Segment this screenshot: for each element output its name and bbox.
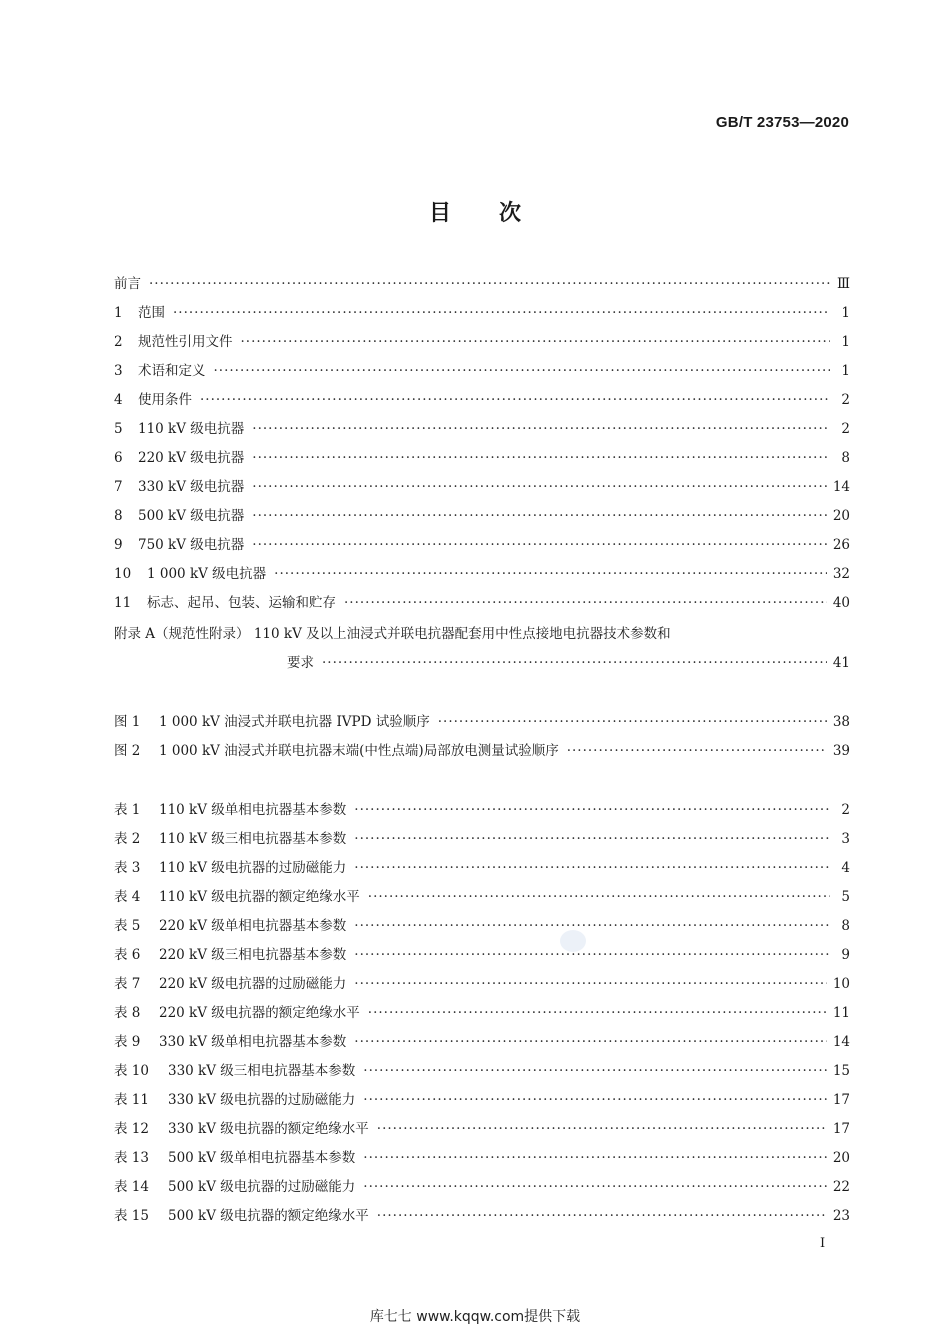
toc-entry-page: 3 — [841, 831, 850, 847]
toc-entry-chapter[interactable] — [114, 444, 850, 473]
leader-dots — [377, 1115, 827, 1144]
toc-entry-chapter[interactable] — [114, 473, 850, 502]
toc-entry-number: 表 1 — [114, 802, 141, 818]
toc-entry-number: 表 7 — [114, 976, 141, 992]
toc-entry-foreword[interactable] — [114, 270, 850, 299]
toc-entry-page: 14 — [832, 1034, 850, 1050]
leader-dots — [377, 1202, 827, 1231]
toc-entry-title: 范围 — [138, 305, 165, 321]
toc-entry-table[interactable] — [114, 1086, 850, 1115]
download-footer: 库七七 www.kqqw.com提供下载 — [369, 1309, 581, 1325]
toc-entry-number: 表 9 — [114, 1034, 141, 1050]
toc-entry-title: 500 kV 级电抗器 — [138, 508, 245, 524]
leader-dots — [214, 357, 831, 386]
leader-dots — [354, 854, 830, 883]
toc-entry-chapter[interactable] — [114, 560, 850, 589]
leader-dots — [354, 970, 827, 999]
page-number: I — [820, 1236, 826, 1251]
toc-entry-page: 20 — [832, 1150, 850, 1166]
toc-entry-page: 8 — [841, 450, 850, 466]
toc-entry-page: 2 — [841, 392, 850, 408]
toc-entry-page: 23 — [832, 1208, 850, 1224]
toc-entry-title: 1 000 kV 油浸式并联电抗器 IVPD 试验顺序 — [159, 714, 430, 730]
leader-dots — [322, 649, 827, 678]
toc-entry-title: 500 kV 级单相电抗器基本参数 — [168, 1150, 356, 1166]
toc-entry-title: 规范性引用文件 — [138, 334, 233, 350]
leader-dots — [354, 796, 830, 825]
toc-entry-number: 表 3 — [114, 860, 141, 876]
toc-entry-number: 7 — [114, 479, 123, 495]
toc-entry-number: 表 10 — [114, 1063, 149, 1079]
toc-entry-title: 330 kV 级单相电抗器基本参数 — [159, 1034, 347, 1050]
toc-entry-chapter[interactable] — [114, 589, 850, 618]
toc-entry-page: 4 — [841, 860, 850, 876]
toc-entry-title: 220 kV 级电抗器的过励磁能力 — [159, 976, 347, 992]
toc-entry-title: 500 kV 级电抗器的额定绝缘水平 — [168, 1208, 369, 1224]
toc-entry-title: 使用条件 — [138, 392, 192, 408]
toc-entry-table[interactable] — [114, 1144, 850, 1173]
toc-entry-number: 表 5 — [114, 918, 141, 934]
toc-entry-title: 标志、起吊、包装、运输和贮存 — [147, 595, 336, 611]
leader-dots — [354, 941, 830, 970]
toc-entry-number: 表 13 — [114, 1150, 149, 1166]
toc-entry-title: 1 000 kV 油浸式并联电抗器末端(中性点端)局部放电测量试验顺序 — [159, 743, 559, 759]
toc-entry-number: 图 1 — [114, 714, 141, 730]
toc-entry-table[interactable] — [114, 1028, 850, 1057]
toc-entry-page: 39 — [832, 743, 850, 759]
toc-entry-page: 2 — [841, 802, 850, 818]
toc-entry-chapter[interactable] — [114, 415, 850, 444]
toc-entry-page: 10 — [832, 976, 850, 992]
toc-entry-page: 11 — [832, 1005, 850, 1021]
toc-entry-number: 3 — [114, 363, 123, 379]
toc-entry-number: 5 — [114, 421, 123, 437]
toc-entry-table[interactable] — [114, 796, 850, 825]
toc-entry-appendix-line2[interactable] — [114, 649, 850, 678]
toc-entry-title: 220 kV 级单相电抗器基本参数 — [159, 918, 347, 934]
page-title-char-1: 目 — [428, 201, 451, 226]
toc-entry-page: 26 — [832, 537, 850, 553]
toc-entry-table[interactable] — [114, 999, 850, 1028]
toc-entry-title: 110 kV 级电抗器的额定绝缘水平 — [159, 889, 360, 905]
leader-dots — [354, 912, 830, 941]
toc-entry-number: 表 11 — [114, 1092, 149, 1108]
toc-entry-title: 750 kV 级电抗器 — [138, 537, 245, 553]
toc-entry-table[interactable] — [114, 854, 850, 883]
leader-dots — [241, 328, 831, 357]
toc-entry-title: 330 kV 级电抗器的过励磁能力 — [168, 1092, 356, 1108]
leader-dots — [363, 1144, 827, 1173]
toc-entry-page: 2 — [841, 421, 850, 437]
toc-entry-title: 330 kV 级三相电抗器基本参数 — [168, 1063, 356, 1079]
leader-dots — [252, 502, 827, 531]
page-title-char-2: 次 — [499, 201, 522, 226]
toc-entry-chapter[interactable] — [114, 328, 850, 357]
toc-entry-title: 500 kV 级电抗器的过励磁能力 — [168, 1179, 356, 1195]
toc-entry-chapter[interactable] — [114, 299, 850, 328]
toc-entry-table[interactable] — [114, 1115, 850, 1144]
toc-entry-title: 1 000 kV 级电抗器 — [147, 566, 267, 582]
toc-entry-table[interactable] — [114, 825, 850, 854]
leader-dots — [438, 708, 827, 737]
leader-dots — [344, 589, 827, 618]
leader-dots — [368, 999, 827, 1028]
toc-entry-number: 表 14 — [114, 1179, 149, 1195]
toc-entry-appendix-line1[interactable] — [114, 620, 850, 649]
leader-dots — [354, 825, 830, 854]
toc-entry-figure[interactable] — [114, 708, 850, 737]
toc-entry-title: 前言 — [114, 276, 141, 292]
toc-entry-title: 110 kV 级电抗器的过励磁能力 — [159, 860, 347, 876]
toc-entry-page: Ⅲ — [836, 276, 850, 292]
toc-entry-page: 40 — [832, 595, 850, 611]
toc-entry-number: 8 — [114, 508, 123, 524]
toc-entry-chapter[interactable] — [114, 357, 850, 386]
toc-entry-title: 220 kV 级电抗器 — [138, 450, 245, 466]
toc-entry-page: 1 — [841, 363, 850, 379]
toc-entry-title: 110 kV 级三相电抗器基本参数 — [159, 831, 347, 847]
toc-entry-title: 110 kV 级电抗器 — [138, 421, 245, 437]
leader-dots — [252, 415, 830, 444]
leader-dots — [200, 386, 830, 415]
toc-entry-page: 1 — [841, 305, 850, 321]
toc-entry-number: 表 8 — [114, 1005, 141, 1021]
toc-entry-chapter[interactable] — [114, 386, 850, 415]
toc-entry-number: 表 12 — [114, 1121, 149, 1137]
standard-code: GB/T 23753—2020 — [715, 114, 849, 131]
toc-entry-page: 5 — [841, 889, 850, 905]
toc-entry-table[interactable] — [114, 1202, 850, 1231]
toc-entry-number: 11 — [114, 595, 132, 611]
toc-entry-page: 1 — [841, 334, 850, 350]
toc-entry-number: 10 — [114, 566, 132, 582]
toc-entry-title: 附录 A（规范性附录） 110 kV 及以上油浸式并联电抗器配套用中性点接地电抗器技术参数和 — [114, 626, 671, 642]
toc-entry-page: 14 — [832, 479, 850, 495]
toc-entry-title: 330 kV 级电抗器的额定绝缘水平 — [168, 1121, 369, 1137]
toc-entry-number: 4 — [114, 392, 123, 408]
toc-entry-page: 22 — [832, 1179, 850, 1195]
toc-entry-page: 17 — [832, 1121, 850, 1137]
toc-entry-title: 220 kV 级电抗器的额定绝缘水平 — [159, 1005, 360, 1021]
toc-entry-number: 9 — [114, 537, 123, 553]
toc-entry-table[interactable] — [114, 1057, 850, 1086]
toc-entry-title: 110 kV 级单相电抗器基本参数 — [159, 802, 347, 818]
page-title — [0, 196, 950, 227]
toc-entry-page: 17 — [832, 1092, 850, 1108]
leader-dots — [368, 883, 830, 912]
toc-entry-number: 1 — [114, 305, 123, 321]
leader-dots — [252, 473, 827, 502]
toc-entry-table[interactable] — [114, 883, 850, 912]
toc-entry-page: 41 — [832, 655, 850, 671]
toc-entry-table[interactable] — [114, 970, 850, 999]
leader-dots — [149, 270, 830, 299]
toc-entry-number: 表 2 — [114, 831, 141, 847]
toc-entry-title: 220 kV 级三相电抗器基本参数 — [159, 947, 347, 963]
leader-dots — [567, 737, 827, 766]
toc-entry-page: 15 — [832, 1063, 850, 1079]
leader-dots — [363, 1173, 827, 1202]
leader-dots — [274, 560, 827, 589]
leader-dots — [354, 1028, 827, 1057]
toc-entry-number: 表 15 — [114, 1208, 149, 1224]
toc-entry-title: 330 kV 级电抗器 — [138, 479, 245, 495]
leader-dots — [363, 1057, 827, 1086]
leader-dots — [252, 531, 827, 560]
toc-entry-number: 2 — [114, 334, 123, 350]
toc-entry-page: 9 — [841, 947, 850, 963]
toc-entry-title: 要求 — [287, 655, 314, 671]
leader-dots — [363, 1086, 827, 1115]
toc-entry-page: 32 — [832, 566, 850, 582]
toc-entry-number: 6 — [114, 450, 123, 466]
watermark-logo — [560, 930, 586, 952]
leader-dots — [173, 299, 830, 328]
toc-entry-page: 8 — [841, 918, 850, 934]
toc-entry-page: 20 — [832, 508, 850, 524]
toc-entry-table[interactable] — [114, 941, 850, 970]
toc-entry-title: 术语和定义 — [138, 363, 206, 379]
toc-entry-table[interactable] — [114, 1173, 850, 1202]
toc-entry-number: 表 4 — [114, 889, 141, 905]
toc-entry-chapter[interactable] — [114, 502, 850, 531]
toc-entry-figure[interactable] — [114, 737, 850, 766]
toc-entry-number: 图 2 — [114, 743, 141, 759]
toc-entry-page: 38 — [832, 714, 850, 730]
leader-dots — [252, 444, 830, 473]
toc-entry-chapter[interactable] — [114, 531, 850, 560]
toc-entry-number: 表 6 — [114, 947, 141, 963]
toc-entry-table[interactable] — [114, 912, 850, 941]
